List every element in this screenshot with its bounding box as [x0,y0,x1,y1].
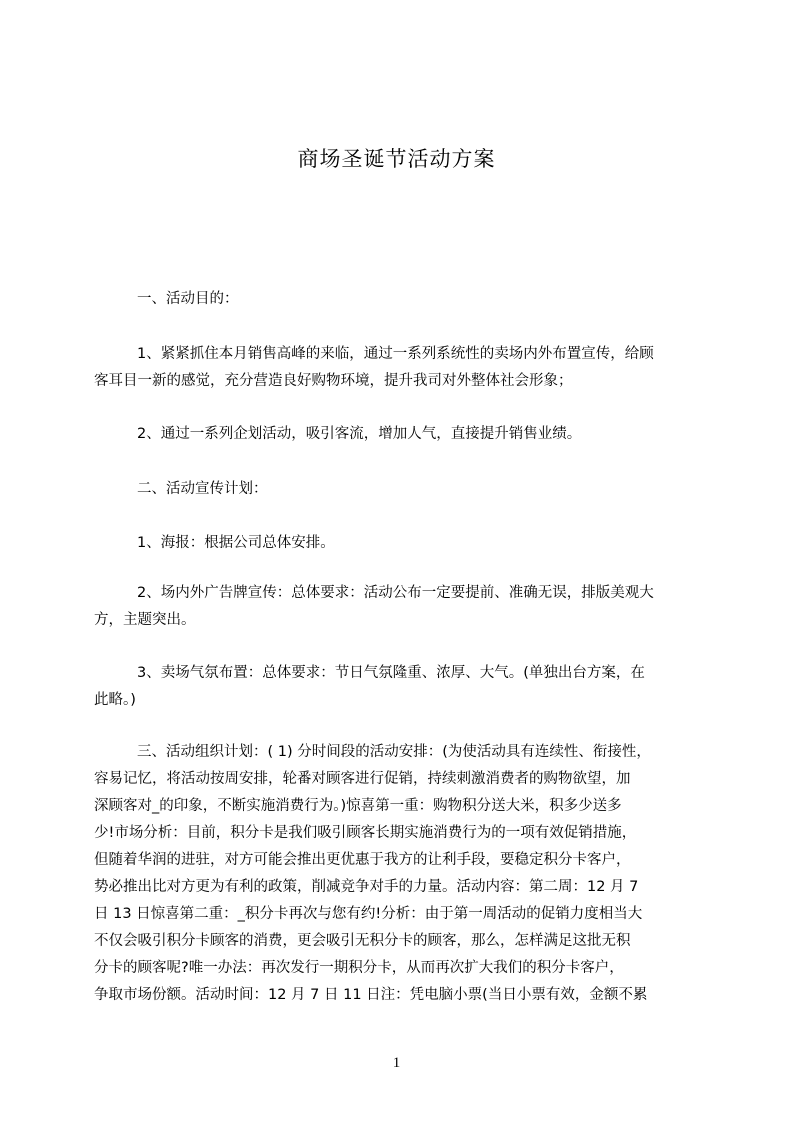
text-line: 分卡的顾客呢?唯一办法：再次发行一期积分卡，从而再次扩大我们的积分卡客户， [94,960,624,976]
text-line: 2、通过一系列企划活动，吸引客流，增加人气，直接提升销售业绩。 [137,426,582,442]
text-line: 深顾客对_的印象，不断实施消费行为。)惊喜第一重：购物积分送大米，积多少送多 [94,798,622,814]
text-line: 三、活动组织计划：( 1) 分时间段的活动安排：(为使活动具有连续性、衔接性， [137,744,651,760]
text-line: 不仅会吸引积分卡顾客的消费，更会吸引无积分卡的顾客，那么，怎样满足这批无积 [94,933,631,949]
text-line: 势必推出比对方更为有利的政策，削减竞争对手的力量。活动内容：第二周：12 月 7 [94,879,639,895]
paragraph-billboard [94,580,654,634]
text-line: 二、活动宣传计划： [137,481,268,497]
document-title: 商场圣诞节活动方案 [297,147,496,171]
text-line: 争取市场份额。活动时间：12 月 7 日 11 日注：凭电脑小票(当日小票有效，金额不累 [94,987,648,1003]
paragraph-purpose-2 [137,421,581,448]
text-line: 客耳目一新的感觉，充分营造良好购物环境，提升我司对外整体社会形象； [94,373,573,389]
paragraph-poster [137,530,335,557]
text-line: 方，主题突出。 [94,612,196,628]
text-line: 此略。) [94,692,136,708]
text-line: 1、海报：根据公司总体安排。 [137,535,335,551]
text-line: 少!市场分析：目前，积分卡是我们吸引顾客长期实施消费行为的一项有效促销措施， [94,825,637,841]
text-line: 3、卖场气氛布置：总体要求：节日气氛隆重、浓厚、大气。(单独出台方案，在 [137,665,645,681]
paragraph-atmosphere [94,660,645,714]
text-line: 1、紧紧抓住本月销售高峰的来临，通过一系列系统性的卖场内外布置宣传，给顾 [137,346,654,362]
text-line: 日 13 日惊喜第二重：_积分卡再次与您有约!分析：由于第一周活动的促销力度相当大 [94,906,643,922]
text-line: 但随着华润的进驻，对方可能会推出更优惠于我方的让利手段，要稳定积分卡客户， [94,852,631,868]
section-heading-purpose [137,286,239,313]
paragraph-organization-plan [94,739,710,1009]
paragraph-purpose-1 [94,341,654,395]
text-line: 容易记忆，将活动按周安排，轮番对顾客进行促销，持续刺激消费者的购物欲望，加 [94,771,631,787]
text-line: 一、活动目的： [137,291,239,307]
page-number: 1 [392,1055,401,1071]
section-heading-promotion [137,476,268,503]
text-line: 2、场内外广告牌宣传：总体要求：活动公布一定要提前、准确无误，排版美观大 [137,585,654,601]
